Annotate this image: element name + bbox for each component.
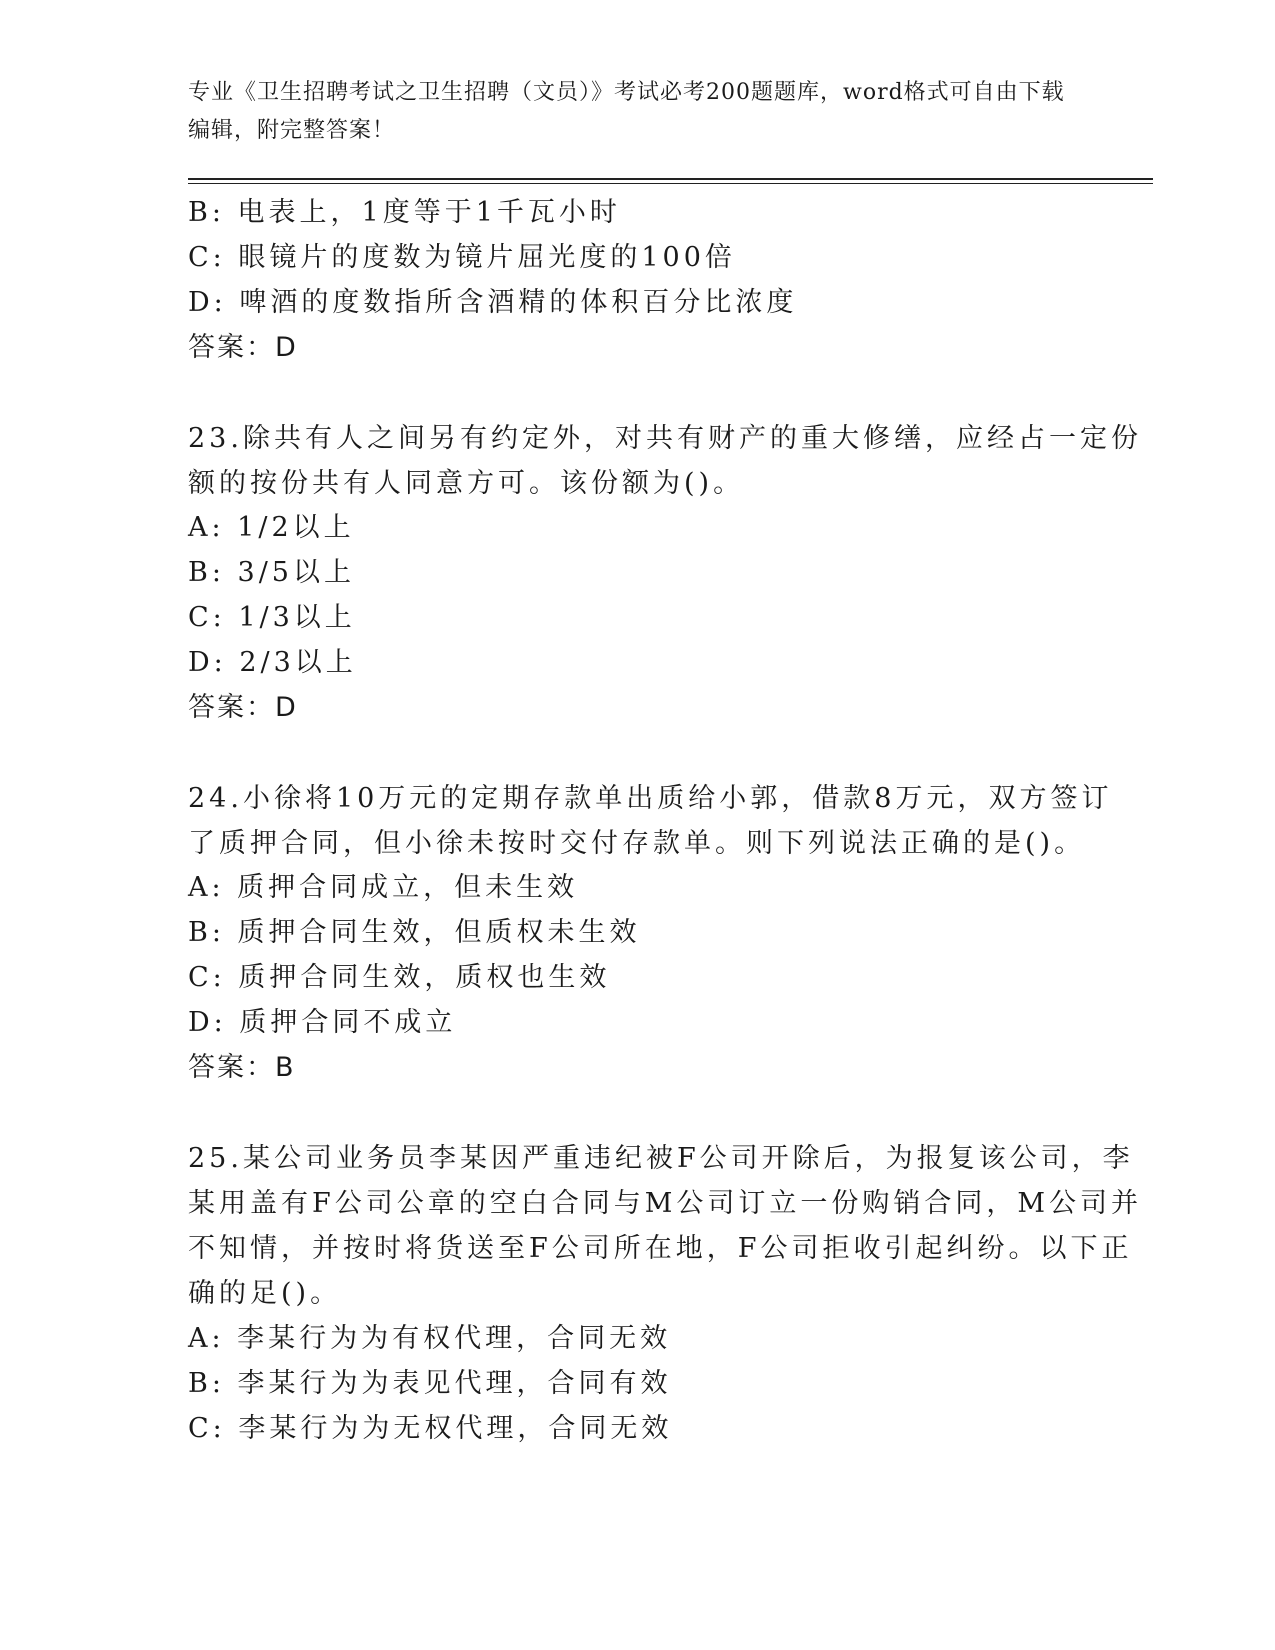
q24-option-c: C: 质押合同生效，质权也生效: [188, 962, 611, 993]
q23-option-c: C: 1/3以上: [188, 602, 356, 633]
q24-stem-line1: 24.小徐将10万元的定期存款单出质给小郭，借款8万元，双方签订: [188, 783, 1113, 814]
q22-option-d: D: 啤酒的度数指所含酒精的体积百分比浓度: [188, 287, 798, 318]
q23-option-a: A: 1/2以上: [188, 512, 355, 543]
q23-option-d: D: 2/3以上: [188, 647, 357, 678]
header-divider-thin: [188, 183, 1153, 184]
q24-option-a: A: 质押合同成立，但未生效: [188, 872, 579, 903]
q25-stem-line2: 某用盖有F公司公章的空白合同与M公司订立一份购销合同，M公司并: [188, 1188, 1143, 1219]
q23-stem-line1: 23.除共有人之间另有约定外，对共有财产的重大修缮，应经占一定份: [188, 423, 1142, 454]
q25-option-c: C: 李某行为为无权代理，合同无效: [188, 1413, 673, 1444]
q25-option-a: A: 李某行为为有权代理，合同无效: [188, 1323, 672, 1354]
q22-answer: 答案：D: [188, 332, 298, 363]
q23-option-b: B: 3/5以上: [188, 557, 355, 588]
header-divider-thick: [188, 178, 1153, 180]
q22-option-c: C: 眼镜片的度数为镜片屈光度的100倍: [188, 242, 736, 273]
q25-stem-line4: 确的足()。: [188, 1278, 342, 1309]
q25-stem-line3: 不知情，并按时将货送至F公司所在地，F公司拒收引起纠纷。以下正: [188, 1233, 1133, 1264]
q22-option-b: B: 电表上，1度等于1千瓦小时: [188, 197, 621, 228]
q24-option-b: B: 质押合同生效，但质权未生效: [188, 917, 641, 948]
document-header: 专业《卫生招聘考试之卫生招聘（文员）》考试必考200题题库，word格式可自由下载编辑，附完整答案！: [188, 80, 1065, 143]
q25-stem-line1: 25.某公司业务员李某因严重违纪被F公司开除后，为报复该公司，李: [188, 1143, 1134, 1174]
q23-answer: 答案：D: [188, 692, 298, 723]
q24-answer: 答案：B: [188, 1052, 296, 1083]
q23-stem-line2: 额的按份共有人同意方可。该份额为()。: [188, 468, 745, 499]
q25-option-b: B: 李某行为为表见代理，合同有效: [188, 1368, 672, 1399]
q24-option-d: D: 质押合同不成立: [188, 1007, 457, 1038]
q24-stem-line2: 了质押合同，但小徐未按时交付存款单。则下列说法正确的是()。: [188, 828, 1086, 859]
